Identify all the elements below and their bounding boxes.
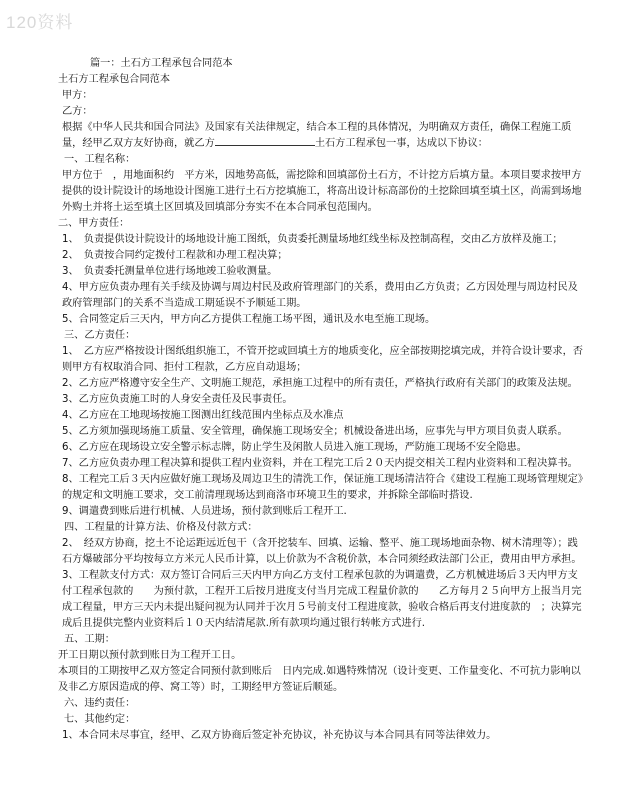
section-2-item: 5、合同签定后三天内，甲方向乙方提供工程施工场平图，通讯及水电至施工现场。 xyxy=(62,314,436,325)
section-3-item: 5、乙方须加强现场施工质量、安全管理，确保施工现场安全；机械设备进出场，应事先与甲方项目负责人联系。 xyxy=(62,426,568,437)
section-4-item: 2、 经双方协商，挖土不论运距远近包干（含开挖装车、回填、运输、整平、施工现场地面杂物、树木清理等）；践石方爆破部分平均按每立方米元人民币计算，以上价款为不含税价款，本合同须经政法部门公正，费用由甲方承担。 xyxy=(62,538,582,565)
section-5-title: 五、工期： xyxy=(64,634,115,645)
intro-text-b: 土石方工程承包一事，达成以下协议： xyxy=(314,138,488,149)
section-1-body: 甲方位于 ，用地面积约 平方米，因地势高低，需挖除和回填部份土石方，不计挖方后填方量。本项目要求按甲方提供的设计院设计的场地设计图施工进行土石方挖填施工，将高出设计标高部份的土挖除回填至填土区，尚需到场地外购土并将土运至填土区回填及回填部分夯实不在本合同承包范围内。 xyxy=(62,170,582,213)
watermark: 120资料 xyxy=(6,13,74,32)
section-7-item: 1、本合同未尽事宜，经甲、乙双方协商后签定补充协议，补充协议与本合同具有同等法律效力。 xyxy=(62,730,497,741)
section-3-item: 7、乙方应负责办理工程决算和提供工程内业资料，并在工程完工后２０天内提交相关工程内业资料和工程决算书。 xyxy=(62,458,578,469)
section-2-title: 二、甲方责任： xyxy=(58,218,130,229)
section-3-item: 6、乙方应在现场设立安全警示标志牌，防止学生及闲散人员进入施工现场，严防施工现场不安全隐患。 xyxy=(62,442,527,453)
section-2-item: 1、 负责提供设计院设计的场地设计施工图纸，负责委托测量场地红线坐标及控制高程，交由乙方放样及施工； xyxy=(62,234,563,245)
party-a: 甲方： xyxy=(62,90,93,101)
blank-underline xyxy=(215,136,315,146)
section-4-item: 3、工程款支付方式：双方签订合同后三天内甲方向乙方支付工程承包款的为调遣费，乙方机械进场后３天内甲方支付工程承包款的 为预付款，工程开工后按月进度支付当月完成工程量价款的 乙方每月２５向甲方上报当月完成工程量，甲方三天内未提出疑问视为认同并于次月５号前支付工程进度款，验收合格后再支付进度款的 ；决算完成后且提供完整内业资料后１０天内结清尾款.所有款项均通过银行转帐方式进行. xyxy=(62,570,582,629)
section-3-item: 2、乙方应严格遵守安全生产、文明施工规范，承担施工过程中的所有责任，严格执行政府有关部门的政策及法规。 xyxy=(62,378,578,389)
intro-text-a: 根据《中华人民共和国合同法》及国家有关法律规定，结合本工程的具体情况，为明确双方责任，确保工程施工质量，经甲乙双方友好协商，就乙方 xyxy=(62,122,572,149)
doc-heading: 篇一：土石方工程承包合同范本 xyxy=(90,58,233,69)
section-7-title: 七、其他约定： xyxy=(64,714,136,725)
section-5-line: 开工日期以预付款到账日为工程开工日。 xyxy=(58,650,242,661)
section-2-item: 2、 负责按合同约定拨付工程款和办理工程决算； xyxy=(62,250,288,261)
section-3-item: 8、工程完工后３天内应做好施工现场及周边卫生的清洗工作，保证施工现场清洁符合《建设工程施工现场管理规定》的规定和文明施工要求，交工前清理现场达到商洛市环境卫生的要求，并拆除全部临时搭设. xyxy=(62,474,583,501)
section-4-title: 四、工程量的计算方法、价格及付款方式： xyxy=(64,522,258,533)
section-3-item: 4、乙方应在工地现场按施工图测出红线范围内坐标点及水准点 xyxy=(62,410,344,421)
section-6-title: 六、违约责任： xyxy=(64,698,136,709)
section-2-item: 4、甲方应负责办理有关手续及协调与周边村民及政府管理部门的关系，费用由乙方负责；乙方因处理与周边村民及政府管理部门的关系不当造成工期延误不予顺延工期。 xyxy=(62,282,578,309)
section-1-title: 一、工程名称： xyxy=(64,154,136,165)
section-2-item: 3、 负责委托测量单位进行场地竣工验收测量。 xyxy=(62,266,278,277)
section-3-item: 3、乙方应负责施工时的人身安全责任及民事责任。 xyxy=(62,394,293,405)
section-5-line: 本项目的工期按甲乙双方签定合同预付款到账后 日内完成.如遇特殊情况（设计变更、工作量变化、不可抗力影响以及非乙方原因造成的停、窝工等）时，工期经甲方签证后顺延。 xyxy=(58,666,581,693)
section-3-item: 1、 乙方应严格按设计图纸组织施工，不管开挖或回填土方的地质变化，应全部按期挖填完成，并符合设计要求，否则甲方有权取消合同、拒付工程款，乙方应自动退场； xyxy=(62,346,583,373)
section-3-item: 9、调遣费到账后进行机械、人员进场，预付款到账后工程开工. xyxy=(62,506,347,517)
party-b: 乙方： xyxy=(62,106,93,117)
doc-title: 土石方工程承包合同范本 xyxy=(58,74,171,85)
intro-paragraph xyxy=(58,120,583,152)
section-3-title: 三、乙方责任： xyxy=(64,330,136,341)
contract-document xyxy=(58,56,583,744)
